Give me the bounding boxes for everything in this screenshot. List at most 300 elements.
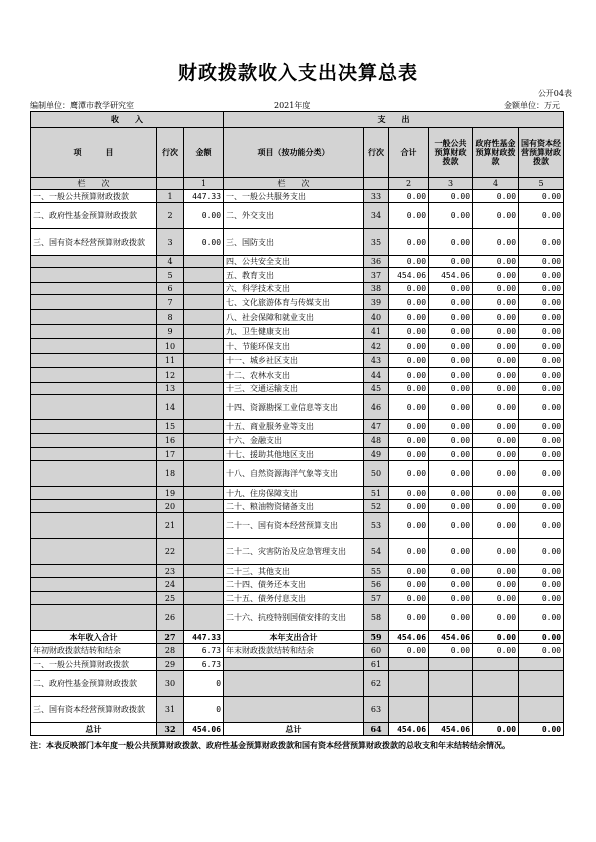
expense-gov-fund: 0.00 xyxy=(473,395,519,420)
expense-total: 0.00 xyxy=(389,461,429,487)
expense-row-no: 45 xyxy=(364,383,389,395)
expense-total: 454.06 xyxy=(389,631,429,644)
expense-general-budget: 0.00 xyxy=(429,368,473,383)
income-item xyxy=(31,368,157,383)
expense-state-capital: 0.00 xyxy=(519,578,564,592)
income-item: 三、国有资本经营预算财政拨款 xyxy=(31,229,157,256)
expense-state-capital: 0.00 xyxy=(519,461,564,487)
expense-total: 0.00 xyxy=(389,295,429,310)
expense-row-no: 36 xyxy=(364,256,389,268)
income-item xyxy=(31,487,157,500)
income-item xyxy=(31,592,157,605)
expense-general-budget: 0.00 xyxy=(429,256,473,268)
income-item xyxy=(31,268,157,283)
expense-total: 454.06 xyxy=(389,268,429,283)
income-row-no: 15 xyxy=(157,420,184,434)
income-item xyxy=(31,539,157,565)
income-row-no: 25 xyxy=(157,592,184,605)
expense-row-no: 41 xyxy=(364,325,389,339)
col-gov-fund-header: 政府性基金预算财政拨款 xyxy=(473,128,519,178)
expense-general-budget: 454.06 xyxy=(429,723,473,736)
footnote: 注：本表反映部门本年度一般公共预算财政拨款、政府性基金预算财政拨款和国有资本经营预算财政拨款的总收支和年末结转结余情况。 xyxy=(30,740,510,750)
table-row xyxy=(31,383,564,395)
expense-total: 0.00 xyxy=(389,283,429,295)
expense-item: 六、科学技术支出 xyxy=(224,283,364,295)
expense-state-capital: 0.00 xyxy=(519,448,564,461)
col-index-2: 2 xyxy=(389,178,429,190)
col-item-func-header: 项目（按功能分类） xyxy=(224,128,364,178)
table-row xyxy=(31,368,564,383)
income-item: 一、一般公共预算财政拨款 xyxy=(31,658,157,671)
table-row xyxy=(31,229,564,256)
expense-general-budget: 0.00 xyxy=(429,383,473,395)
income-row-no: 5 xyxy=(157,268,184,283)
expense-state-capital: 0.00 xyxy=(519,339,564,354)
table-row xyxy=(31,513,564,539)
expense-item: 十九、住房保障支出 xyxy=(224,487,364,500)
expense-row-no: 39 xyxy=(364,295,389,310)
lanci-label: 栏 次 xyxy=(31,178,157,190)
income-amount xyxy=(184,539,224,565)
income-row-no: 28 xyxy=(157,644,184,658)
income-amount xyxy=(184,310,224,325)
income-amount: 0 xyxy=(184,697,224,723)
income-row-no: 22 xyxy=(157,539,184,565)
expense-general-budget xyxy=(429,671,473,697)
table-row xyxy=(31,395,564,420)
expense-gov-fund: 0.00 xyxy=(473,256,519,268)
expense-total: 0.00 xyxy=(389,229,429,256)
expense-general-budget: 454.06 xyxy=(429,631,473,644)
expense-gov-fund xyxy=(473,671,519,697)
lanci-label-2: 栏 次 xyxy=(224,178,364,190)
expense-gov-fund: 0.00 xyxy=(473,310,519,325)
expense-general-budget: 0.00 xyxy=(429,325,473,339)
expense-row-no: 35 xyxy=(364,229,389,256)
expense-item: 本年支出合计 xyxy=(224,631,364,644)
expense-state-capital: 0.00 xyxy=(519,434,564,448)
expense-gov-fund: 0.00 xyxy=(473,448,519,461)
expense-item: 十六、金融支出 xyxy=(224,434,364,448)
income-item xyxy=(31,500,157,513)
expense-total xyxy=(389,671,429,697)
expense-item: 三、国防支出 xyxy=(224,229,364,256)
income-row-no: 6 xyxy=(157,283,184,295)
expense-general-budget: 0.00 xyxy=(429,565,473,578)
income-item xyxy=(31,295,157,310)
expense-gov-fund: 0.00 xyxy=(473,283,519,295)
expense-general-budget: 0.00 xyxy=(429,203,473,229)
table-row xyxy=(31,295,564,310)
expense-item: 二十四、债务还本支出 xyxy=(224,578,364,592)
income-amount: 447.33 xyxy=(184,190,224,203)
expense-general-budget: 0.00 xyxy=(429,190,473,203)
col-index-4: 4 xyxy=(473,178,519,190)
income-row-no: 21 xyxy=(157,513,184,539)
expense-row-no: 48 xyxy=(364,434,389,448)
expense-item: 十一、城乡社区支出 xyxy=(224,354,364,368)
expense-item: 二十二、灾害防治及应急管理支出 xyxy=(224,539,364,565)
expense-row-no: 55 xyxy=(364,565,389,578)
income-amount: 0.00 xyxy=(184,229,224,256)
income-row-no: 10 xyxy=(157,339,184,354)
income-row-no: 12 xyxy=(157,368,184,383)
col-item-header: 项 目 xyxy=(31,128,157,178)
income-item xyxy=(31,605,157,631)
income-row-no: 13 xyxy=(157,383,184,395)
expense-state-capital: 0.00 xyxy=(519,383,564,395)
expense-gov-fund: 0.00 xyxy=(473,190,519,203)
expense-item: 年末财政拨款结转和结余 xyxy=(224,644,364,658)
expense-gov-fund xyxy=(473,658,519,671)
expense-gov-fund xyxy=(473,697,519,723)
expense-item: 总计 xyxy=(224,723,364,736)
expense-total: 0.00 xyxy=(389,325,429,339)
expense-gov-fund: 0.00 xyxy=(473,295,519,310)
income-amount xyxy=(184,565,224,578)
expense-state-capital: 0.00 xyxy=(519,605,564,631)
amount-unit: 金额单位：万元 xyxy=(504,101,560,110)
expense-gov-fund: 0.00 xyxy=(473,644,519,658)
income-row-no: 3 xyxy=(157,229,184,256)
income-item xyxy=(31,383,157,395)
expense-item: 十、节能环保支出 xyxy=(224,339,364,354)
income-item xyxy=(31,325,157,339)
table-row xyxy=(31,592,564,605)
table-row xyxy=(31,190,564,203)
expense-total: 0.00 xyxy=(389,605,429,631)
income-header: 收 入 xyxy=(31,112,224,128)
income-row-no: 7 xyxy=(157,295,184,310)
expense-gov-fund: 0.00 xyxy=(473,461,519,487)
expense-row-no: 37 xyxy=(364,268,389,283)
income-amount xyxy=(184,283,224,295)
income-amount xyxy=(184,268,224,283)
expense-row-no: 57 xyxy=(364,592,389,605)
col-state-capital-header: 国有资本经营预算财政拨款 xyxy=(519,128,564,178)
table-row xyxy=(31,671,564,697)
expense-state-capital: 0.00 xyxy=(519,513,564,539)
expense-total: 0.00 xyxy=(389,565,429,578)
income-amount: 0 xyxy=(184,671,224,697)
expense-row-no: 33 xyxy=(364,190,389,203)
income-item xyxy=(31,448,157,461)
expense-row-no: 60 xyxy=(364,644,389,658)
expense-state-capital: 0.00 xyxy=(519,203,564,229)
lanci-blank xyxy=(157,178,184,190)
col-index-1: 1 xyxy=(184,178,224,190)
income-row-no: 11 xyxy=(157,354,184,368)
expense-state-capital: 0.00 xyxy=(519,592,564,605)
expense-general-budget: 454.06 xyxy=(429,268,473,283)
income-item: 三、国有资本经营预算财政拨款 xyxy=(31,697,157,723)
income-amount xyxy=(184,395,224,420)
table-row xyxy=(31,539,564,565)
income-amount xyxy=(184,420,224,434)
expense-row-no: 54 xyxy=(364,539,389,565)
income-row-no: 30 xyxy=(157,671,184,697)
income-row-no: 23 xyxy=(157,565,184,578)
income-amount xyxy=(184,605,224,631)
income-amount xyxy=(184,256,224,268)
income-item: 总计 xyxy=(31,723,157,736)
expense-row-no: 44 xyxy=(364,368,389,383)
table-body xyxy=(31,190,564,736)
income-row-no: 26 xyxy=(157,605,184,631)
expense-total: 0.00 xyxy=(389,190,429,203)
col-amount-header: 金额 xyxy=(184,128,224,178)
expense-general-budget: 0.00 xyxy=(429,592,473,605)
expense-gov-fund: 0.00 xyxy=(473,513,519,539)
income-item xyxy=(31,434,157,448)
expense-state-capital: 0.00 xyxy=(519,487,564,500)
expense-row-no: 56 xyxy=(364,578,389,592)
expense-gov-fund: 0.00 xyxy=(473,434,519,448)
income-item: 二、政府性基金预算财政拨款 xyxy=(31,203,157,229)
expense-row-no: 52 xyxy=(364,500,389,513)
income-row-no: 32 xyxy=(157,723,184,736)
expense-gov-fund: 0.00 xyxy=(473,723,519,736)
expense-total: 0.00 xyxy=(389,500,429,513)
expense-general-budget: 0.00 xyxy=(429,578,473,592)
income-amount xyxy=(184,383,224,395)
expense-gov-fund: 0.00 xyxy=(473,229,519,256)
income-row-no: 16 xyxy=(157,434,184,448)
table-row xyxy=(31,310,564,325)
table-row xyxy=(31,723,564,736)
table-row xyxy=(31,354,564,368)
expense-state-capital: 0.00 xyxy=(519,644,564,658)
expense-state-capital xyxy=(519,671,564,697)
expense-item: 十八、自然资源海洋气象等支出 xyxy=(224,461,364,487)
expense-general-budget: 0.00 xyxy=(429,229,473,256)
expense-general-budget: 0.00 xyxy=(429,310,473,325)
income-row-no: 27 xyxy=(157,631,184,644)
expense-gov-fund: 0.00 xyxy=(473,368,519,383)
expense-total: 0.00 xyxy=(389,539,429,565)
expense-item: 一、一般公共服务支出 xyxy=(224,190,364,203)
expense-general-budget: 0.00 xyxy=(429,339,473,354)
expense-state-capital: 0.00 xyxy=(519,539,564,565)
expense-total: 0.00 xyxy=(389,578,429,592)
income-amount: 6.73 xyxy=(184,644,224,658)
income-amount: 0.00 xyxy=(184,203,224,229)
table-row xyxy=(31,605,564,631)
table-row xyxy=(31,565,564,578)
income-item: 年初财政拨款结转和结余 xyxy=(31,644,157,658)
expense-row-no: 64 xyxy=(364,723,389,736)
expense-item: 十二、农林水支出 xyxy=(224,368,364,383)
expense-general-budget: 0.00 xyxy=(429,295,473,310)
expense-total: 454.06 xyxy=(389,723,429,736)
col-rowno2-header: 行次 xyxy=(364,128,389,178)
expense-row-no: 40 xyxy=(364,310,389,325)
expense-general-budget: 0.00 xyxy=(429,539,473,565)
expense-general-budget: 0.00 xyxy=(429,605,473,631)
income-row-no: 14 xyxy=(157,395,184,420)
expense-state-capital: 0.00 xyxy=(519,268,564,283)
expense-item: 二、外交支出 xyxy=(224,203,364,229)
table-row xyxy=(31,631,564,644)
expense-state-capital: 0.00 xyxy=(519,500,564,513)
expense-general-budget: 0.00 xyxy=(429,283,473,295)
expense-total: 0.00 xyxy=(389,513,429,539)
expense-item: 二十三、其他支出 xyxy=(224,565,364,578)
expense-gov-fund: 0.00 xyxy=(473,487,519,500)
expense-general-budget xyxy=(429,697,473,723)
income-item xyxy=(31,513,157,539)
expense-general-budget: 0.00 xyxy=(429,420,473,434)
income-row-no: 17 xyxy=(157,448,184,461)
expense-total: 0.00 xyxy=(389,420,429,434)
income-amount: 447.33 xyxy=(184,631,224,644)
expense-row-no: 61 xyxy=(364,658,389,671)
table-row xyxy=(31,644,564,658)
income-row-no: 29 xyxy=(157,658,184,671)
income-item xyxy=(31,420,157,434)
expense-row-no: 46 xyxy=(364,395,389,420)
income-row-no: 18 xyxy=(157,461,184,487)
expense-gov-fund: 0.00 xyxy=(473,592,519,605)
expense-row-no: 63 xyxy=(364,697,389,723)
income-row-no: 2 xyxy=(157,203,184,229)
expense-general-budget: 0.00 xyxy=(429,434,473,448)
expense-total: 0.00 xyxy=(389,383,429,395)
income-amount xyxy=(184,513,224,539)
expense-state-capital: 0.00 xyxy=(519,368,564,383)
table-row xyxy=(31,434,564,448)
expense-gov-fund: 0.00 xyxy=(473,325,519,339)
section-header-row xyxy=(31,112,564,128)
expense-state-capital: 0.00 xyxy=(519,190,564,203)
income-row-no: 1 xyxy=(157,190,184,203)
expense-row-no: 34 xyxy=(364,203,389,229)
expense-total: 0.00 xyxy=(389,354,429,368)
income-amount xyxy=(184,448,224,461)
expense-total: 0.00 xyxy=(389,448,429,461)
income-item: 一、一般公共预算财政拨款 xyxy=(31,190,157,203)
expense-item xyxy=(224,671,364,697)
expense-gov-fund: 0.00 xyxy=(473,539,519,565)
expense-gov-fund: 0.00 xyxy=(473,605,519,631)
table-row xyxy=(31,578,564,592)
expense-item xyxy=(224,658,364,671)
income-row-no: 24 xyxy=(157,578,184,592)
expense-state-capital: 0.00 xyxy=(519,295,564,310)
income-amount: 6.73 xyxy=(184,658,224,671)
income-row-no: 8 xyxy=(157,310,184,325)
expense-total: 0.00 xyxy=(389,592,429,605)
expense-total: 0.00 xyxy=(389,256,429,268)
expense-general-budget: 0.00 xyxy=(429,644,473,658)
expense-gov-fund: 0.00 xyxy=(473,631,519,644)
expense-state-capital: 0.00 xyxy=(519,283,564,295)
expense-gov-fund: 0.00 xyxy=(473,420,519,434)
expense-total xyxy=(389,658,429,671)
expense-total: 0.00 xyxy=(389,434,429,448)
expense-item: 二十、粮油物资储备支出 xyxy=(224,500,364,513)
expense-total: 0.00 xyxy=(389,395,429,420)
form-code: 公开04表 xyxy=(537,89,572,98)
expense-total: 0.00 xyxy=(389,644,429,658)
expense-total: 0.00 xyxy=(389,487,429,500)
expense-item: 五、教育支出 xyxy=(224,268,364,283)
expense-state-capital: 0.00 xyxy=(519,565,564,578)
expense-general-budget: 0.00 xyxy=(429,354,473,368)
expense-item: 十七、援助其他地区支出 xyxy=(224,448,364,461)
expense-state-capital: 0.00 xyxy=(519,631,564,644)
expense-item: 二十五、债务付息支出 xyxy=(224,592,364,605)
table-row xyxy=(31,420,564,434)
expense-item: 九、卫生健康支出 xyxy=(224,325,364,339)
income-item xyxy=(31,283,157,295)
income-amount xyxy=(184,295,224,310)
income-amount xyxy=(184,339,224,354)
expense-general-budget: 0.00 xyxy=(429,395,473,420)
col-total-header: 合计 xyxy=(389,128,429,178)
column-index-row xyxy=(31,178,564,190)
income-item xyxy=(31,256,157,268)
expense-row-no: 58 xyxy=(364,605,389,631)
report-year: 2021年度 xyxy=(274,101,311,110)
income-item xyxy=(31,339,157,354)
table-row xyxy=(31,500,564,513)
expense-row-no: 62 xyxy=(364,671,389,697)
income-item xyxy=(31,354,157,368)
expense-row-no: 59 xyxy=(364,631,389,644)
column-header-row xyxy=(31,128,564,178)
income-amount xyxy=(184,578,224,592)
expense-gov-fund: 0.00 xyxy=(473,500,519,513)
income-item xyxy=(31,461,157,487)
income-row-no: 9 xyxy=(157,325,184,339)
income-row-no: 31 xyxy=(157,697,184,723)
income-row-no: 19 xyxy=(157,487,184,500)
income-item xyxy=(31,578,157,592)
expense-gov-fund: 0.00 xyxy=(473,565,519,578)
expense-general-budget: 0.00 xyxy=(429,448,473,461)
expense-item: 十五、商业服务业等支出 xyxy=(224,420,364,434)
col-rowno-header: 行次 xyxy=(157,128,184,178)
table-row xyxy=(31,658,564,671)
expense-item: 十四、资源勘探工业信息等支出 xyxy=(224,395,364,420)
expense-total xyxy=(389,697,429,723)
lanci-blank-2 xyxy=(364,178,389,190)
col-index-3: 3 xyxy=(429,178,473,190)
expense-header: 支 出 xyxy=(224,112,564,128)
page-title: 财政拨款收入支出决算总表 xyxy=(177,62,418,84)
income-item xyxy=(31,395,157,420)
expense-state-capital: 0.00 xyxy=(519,723,564,736)
expense-item: 八、社会保障和就业支出 xyxy=(224,310,364,325)
expense-row-no: 42 xyxy=(364,339,389,354)
income-amount xyxy=(184,368,224,383)
expense-item: 十三、交通运输支出 xyxy=(224,383,364,395)
income-amount xyxy=(184,500,224,513)
income-amount xyxy=(184,461,224,487)
table-row xyxy=(31,283,564,295)
expense-item: 七、文化旅游体育与传媒支出 xyxy=(224,295,364,310)
income-item: 二、政府性基金预算财政拨款 xyxy=(31,671,157,697)
expense-item: 二十一、国有资本经营预算支出 xyxy=(224,513,364,539)
expense-total: 0.00 xyxy=(389,339,429,354)
income-amount xyxy=(184,354,224,368)
expense-state-capital: 0.00 xyxy=(519,420,564,434)
table-row xyxy=(31,339,564,354)
table-row xyxy=(31,448,564,461)
income-amount xyxy=(184,487,224,500)
expense-row-no: 43 xyxy=(364,354,389,368)
